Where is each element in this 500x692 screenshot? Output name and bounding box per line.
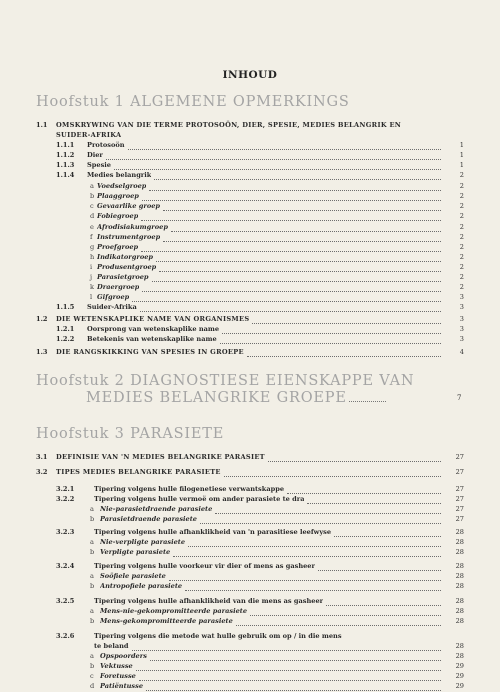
toc-entry-title: DIE RANGSKIKKING VAN SPESIES IN GROEPE (56, 348, 244, 356)
toc-entry-number: b (90, 515, 95, 523)
toc-entry-page: 1 (459, 151, 464, 159)
toc-entry-title: Tipering volgens hulle afhanklikheid van die mens as gasheer (94, 597, 324, 605)
toc-entry-title: Gevaarlike groep (97, 202, 161, 210)
toc-entry-title: Patiëntusse (100, 682, 144, 690)
toc-entry-title: Afrodisiakumgroep (97, 223, 168, 231)
toc-entry-title: Gifgroep (97, 293, 130, 301)
leader-dots (200, 522, 441, 524)
toc-entry-title: Voedselgroep (97, 182, 147, 190)
toc-entry-number: h (90, 253, 95, 261)
toc-entry-page: 2 (459, 263, 464, 271)
toc-entry-number: b (90, 192, 95, 200)
toc-entry-number: b (90, 617, 95, 625)
toc-entry-page: 28 (455, 652, 464, 660)
toc-entry-number: 3.2.2 (56, 495, 75, 503)
toc-entry-number: 3.2 (36, 468, 48, 476)
toc-entry-title: Spesie (87, 161, 111, 169)
toc-entry-title: Betekenis van wetenskaplike name (87, 335, 217, 343)
toc-entry-title: Dier (87, 151, 103, 159)
toc-entry-title: Tipering volgens hulle afhanklikheid van 'n parasitiese leefwyse (94, 528, 332, 536)
toc-entry-title: te beland (94, 642, 129, 650)
toc-entry-page: 2 (459, 243, 464, 251)
toc-entry-number: b (90, 582, 95, 590)
toc-entry (0, 334, 500, 345)
chapter-2-title: Hoofstuk 2 DIAGNOSTIESE EIENSKAPPE VAN (36, 373, 415, 389)
toc-entry-number: 1.1.1 (56, 141, 75, 149)
toc-entry-title: Draergroep (97, 283, 140, 291)
toc-entry-page: 28 (455, 607, 464, 615)
leader-dots (268, 460, 441, 462)
toc-entry-number: 3.2.5 (56, 597, 75, 605)
toc-entry-page: 3 (459, 293, 464, 301)
toc-entry-page: 27 (455, 495, 464, 503)
toc-entry-page: 4 (459, 348, 464, 356)
toc-entry-title: Plaaggroep (97, 192, 139, 200)
toc-entry-title: Oorsprong van wetenskaplike name (87, 325, 220, 333)
leader-dots (224, 475, 441, 477)
toc-entry-page: 2 (459, 233, 464, 241)
toc-entry-title: OMSKRYWING VAN DIE TERME PROTOSOÖN, DIER, SPESIE, MEDIES BELANGRIK EN (56, 121, 402, 129)
toc-entry-number: 3.1 (36, 453, 48, 461)
toc-entry-page: 1 (459, 161, 464, 169)
toc-entry-title: Produsentgroep (97, 263, 157, 271)
toc-entry-page: 3 (459, 315, 464, 323)
leader-dots (140, 310, 441, 312)
toc-entry-page: 28 (455, 642, 464, 650)
toc-entry-number: a (90, 538, 94, 546)
toc-entry-page: 27 (455, 485, 464, 493)
toc-entry-page: 27 (455, 453, 464, 461)
toc-entry-page: 2 (459, 223, 464, 231)
toc-entry-page: 1 (459, 141, 464, 149)
toc-entry (0, 547, 500, 558)
toc-entry (0, 467, 500, 478)
toc-entry-number: i (90, 263, 93, 271)
toc-entry-page: 29 (455, 672, 464, 680)
toc-entry-title: SUIDER-AFRIKA (56, 131, 122, 139)
toc-entry-number: b (90, 548, 95, 556)
toc-entry-page: 28 (455, 572, 464, 580)
page-title: INHOUD (222, 69, 278, 81)
toc-entry-page: 28 (455, 538, 464, 546)
toc-entry-number: c (90, 202, 94, 210)
toc-entry-page: 28 (455, 582, 464, 590)
toc-entry-number: c (90, 672, 94, 680)
toc-entry-number: e (90, 223, 94, 231)
toc-entry-number: g (90, 243, 95, 251)
toc-entry-number: 1.1 (36, 121, 48, 129)
leader-dots (185, 589, 441, 591)
toc-entry-number: 3.2.4 (56, 562, 75, 570)
chapter-2-title-line2: MEDIES BELANGRIKE GROEPE 7 (86, 390, 462, 406)
toc-entry-number: a (90, 572, 94, 580)
toc-entry-page: 29 (455, 662, 464, 670)
toc-entry-page: 27 (455, 515, 464, 523)
toc-entry-page: 27 (455, 468, 464, 476)
toc-entry (0, 581, 500, 592)
toc-entry-number: a (90, 505, 94, 513)
toc-entry-page: 2 (459, 253, 464, 261)
toc-entry-page: 2 (459, 202, 464, 210)
toc-entry-page: 2 (459, 273, 464, 281)
toc-entry-page: 3 (459, 325, 464, 333)
toc-entry-number: 1.3 (36, 348, 48, 356)
toc-entry (0, 514, 500, 525)
toc-entry (0, 347, 500, 358)
toc-entry-title: DIE WETENSKAPLIKE NAME VAN ORGANISMES (56, 315, 250, 323)
toc-entry-title: Parasietdraende parasiete (100, 515, 197, 523)
toc-entry-title: DEFINISIE VAN 'N MEDIES BELANGRIKE PARASIET (56, 453, 265, 461)
toc-entry-title: Foretusse (100, 672, 136, 680)
toc-entry-title: Suider-Afrika (87, 303, 137, 311)
toc-entry-page: 28 (455, 562, 464, 570)
chapter-1-title: Hoofstuk 1 ALGEMENE OPMERKINGS (36, 94, 350, 110)
leader-dots (141, 219, 441, 221)
toc-entry (0, 211, 500, 222)
leader-dots (173, 555, 441, 557)
toc-entry-page: 2 (459, 192, 464, 200)
toc-entry-title: Indikatorgroep (97, 253, 154, 261)
toc-entry-number: d (90, 682, 95, 690)
toc-entry-title: Antropofiele parasiete (100, 582, 183, 590)
toc-entry-title: Medies belangrik (87, 171, 152, 179)
toc-entry-number: f (90, 233, 93, 241)
toc-entry-title: Proefgroep (97, 243, 139, 251)
toc-entry-title: Tipering volgens hulle voorkeur vir dier of mens as gasheer (94, 562, 315, 570)
toc-entry-number: 3.2.6 (56, 632, 75, 640)
toc-entry-title: Instrumentgroep (97, 233, 161, 241)
toc-entry-page: 28 (455, 597, 464, 605)
toc-entry-title: Nie-parasietdraende parasiete (100, 505, 213, 513)
toc-entry-page: 2 (459, 283, 464, 291)
toc-entry-page: 27 (455, 505, 464, 513)
toc-entry-title: Soöfiele parasiete (100, 572, 166, 580)
toc-entry-number: 3.2.3 (56, 528, 75, 536)
leader-dots (247, 355, 441, 357)
chapter-2-page: 7 (457, 394, 462, 402)
toc-entry-page: 2 (459, 182, 464, 190)
toc-entry-number: a (90, 182, 94, 190)
toc-entry-page: 29 (455, 682, 464, 690)
toc-entry-title: Vektusse (100, 662, 133, 670)
toc-entry-title: Mens-gekompromitteerde parasiete (100, 617, 233, 625)
chapter-3-title: Hoofstuk 3 PARASIETE (36, 426, 225, 442)
leader-dots (220, 342, 441, 344)
toc-entry-title: Opspoorders (100, 652, 147, 660)
toc-entry (0, 452, 500, 463)
toc-entry-number: b (90, 662, 95, 670)
toc-entry-title: Tipering volgens die metode wat hulle gebruik om op / in die mens (94, 632, 342, 640)
toc-entry-title: Tipering volgens hulle filogenetiese verwantskappe (94, 485, 285, 493)
toc-entry-number: 1.1.3 (56, 161, 75, 169)
leader-dots (236, 624, 441, 626)
toc-entry-number: d (90, 212, 95, 220)
toc-entry-number: l (90, 293, 93, 301)
toc-entry-number: 1.2.1 (56, 325, 75, 333)
toc-entry-title: Fobiegroep (97, 212, 139, 220)
toc-entry-title: Parasietgroep (97, 273, 149, 281)
toc-entry-number: 1.1.5 (56, 303, 75, 311)
toc-entry-number: 1.2 (36, 315, 48, 323)
toc-entry-number: j (90, 273, 93, 281)
toc-entry-number: k (90, 283, 94, 291)
toc-entry-page: 2 (459, 171, 464, 179)
leader-dots (154, 178, 441, 180)
toc-entry (0, 616, 500, 627)
toc-entry (0, 170, 500, 181)
toc-entry (0, 302, 500, 313)
toc-entry-number: 1.1.4 (56, 171, 75, 179)
toc-entry-title: Verpligte parasiete (100, 548, 171, 556)
toc-entry-page: 28 (455, 528, 464, 536)
toc-entry-title: Mens-nie-gekompromitteerde parasiete (100, 607, 248, 615)
toc-entry-page: 3 (459, 303, 464, 311)
toc-entry-number: 1.1.2 (56, 151, 75, 159)
leader-dots (146, 689, 441, 691)
toc-entry-number: a (90, 652, 94, 660)
toc-entry-title: Nie-verpligte parasiete (100, 538, 186, 546)
leader-dots (349, 401, 386, 402)
toc-entry-number: 3.2.1 (56, 485, 75, 493)
toc-entry-page: 28 (455, 617, 464, 625)
toc-entry-title: Protosoön (87, 141, 125, 149)
toc-entry-page: 28 (455, 548, 464, 556)
toc-entry-number: a (90, 607, 94, 615)
toc-entry-page: 2 (459, 212, 464, 220)
toc-entry-title: Tipering volgens hulle vermoë om ander parasiete te dra (94, 495, 305, 503)
toc-entry-page: 3 (459, 335, 464, 343)
toc-entry-title: TIPES MEDIES BELANGRIKE PARASIETE (56, 468, 221, 476)
toc-entry-number: 1.2.2 (56, 335, 75, 343)
